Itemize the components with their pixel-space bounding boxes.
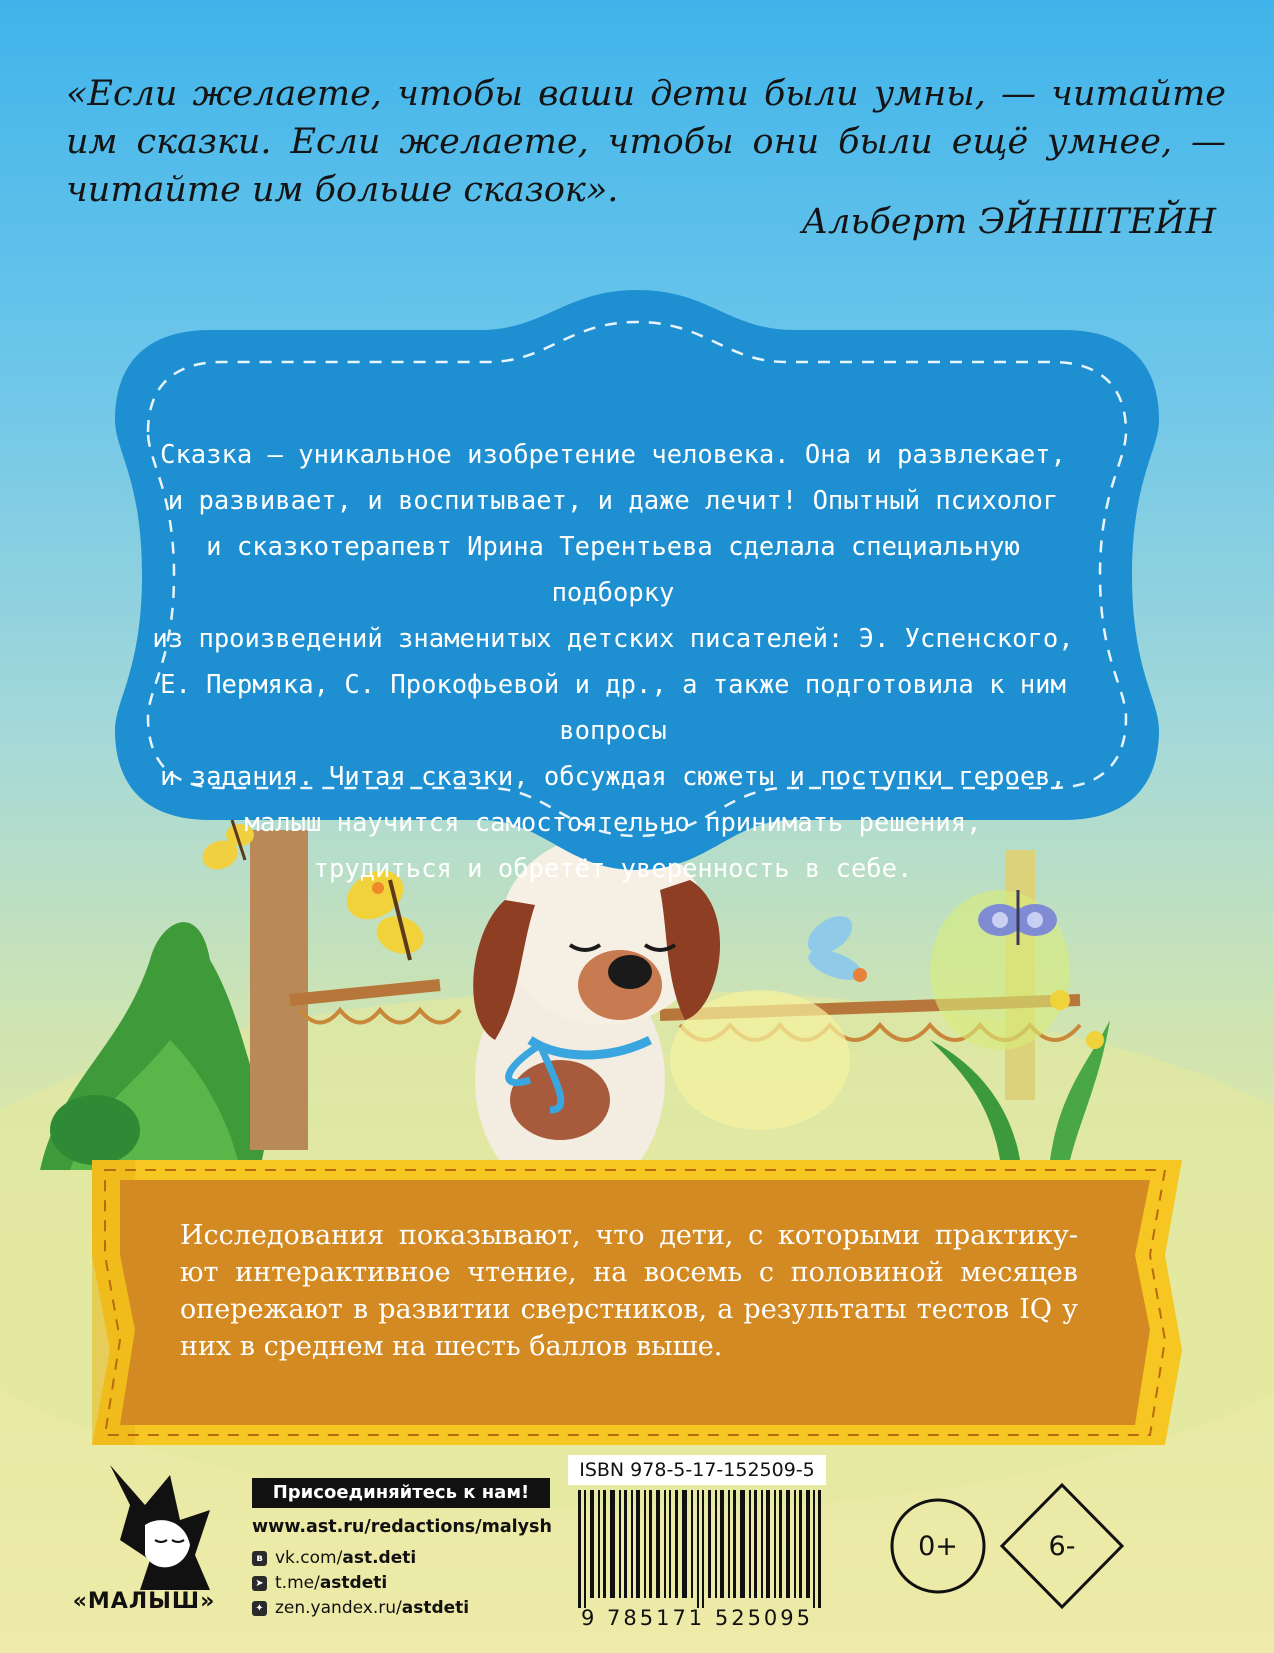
social-link-vk[interactable] (252, 1548, 416, 1568)
publisher-logo-icon (110, 1465, 210, 1590)
sign-line: и задания. Читая сказки, обсуждая сюжеты и поступки героев, (160, 762, 1066, 792)
barcode-number: 9 785171 525095 (580, 1606, 814, 1630)
social-prefix: vk.com/ (275, 1548, 343, 1568)
ribbon-research-text: Исследования показывают, что дети, с которыми практику-ют интерактивное чтение, на восемь с половиной месяцев опережают в развитии сверстников, а результаты тестов IQ у них в среднем на шесть баллов выше. (180, 1220, 1078, 1362)
bush-left (40, 922, 270, 1170)
isbn-label: ISBN 978-5-17-152509-5 (568, 1455, 826, 1485)
sign-line: трудиться и обретёт уверенность в себе. (313, 854, 913, 884)
butterfly-blue-icon (801, 908, 867, 985)
zen-icon: ✦ (252, 1601, 267, 1616)
sign-line: и развивает, и воспитывает, и даже лечит! Опытный психолог (167, 486, 1059, 516)
social-prefix: zen.yandex.ru/ (275, 1598, 402, 1618)
sign-line: из произведений знаменитых детских писателей: Э. Успенского, (152, 624, 1074, 654)
sign-line: Сказка — уникальное изобретение человека. Она и развлекает, (160, 440, 1066, 470)
sign-line: и сказкотерапевт Ирина Терентьева сделала специальную подборку (206, 532, 1020, 608)
publisher-site-link[interactable]: www.ast.ru/redactions/malysh (252, 1517, 552, 1537)
join-us-banner: Присоединяйтесь к нам! (252, 1478, 550, 1508)
epigraph-quote: «Если желаете, чтобы ваши дети были умны, — читайте им сказки. Если желаете, чтобы они были ещё умнее, — читайте им больше сказок». (66, 74, 1226, 210)
social-handle: astdeti (319, 1573, 388, 1593)
publisher-logo-text: «МАЛЫШ» (72, 1589, 216, 1614)
telegram-icon: ➤ (252, 1576, 267, 1591)
age-rating: 0+ (918, 1530, 958, 1562)
sign-description (148, 432, 1078, 892)
social-prefix: t.me/ (275, 1573, 320, 1593)
social-link-zen[interactable] (252, 1598, 469, 1618)
age-marker: 6- (1048, 1530, 1076, 1562)
sign-line: малыш научится самостоятельно принимать решения, (244, 808, 982, 838)
sign-line: Е. Пермяка, С. Прокофьевой и др., а также подготовила к ним вопросы (160, 670, 1066, 746)
social-handle: ast.deti (342, 1548, 417, 1568)
epigraph-author: Альберт ЭЙНШТЕЙН (801, 202, 1216, 242)
social-link-telegram[interactable] (252, 1573, 387, 1593)
social-handle: astdeti (401, 1598, 470, 1618)
vk-icon: в (252, 1551, 267, 1566)
